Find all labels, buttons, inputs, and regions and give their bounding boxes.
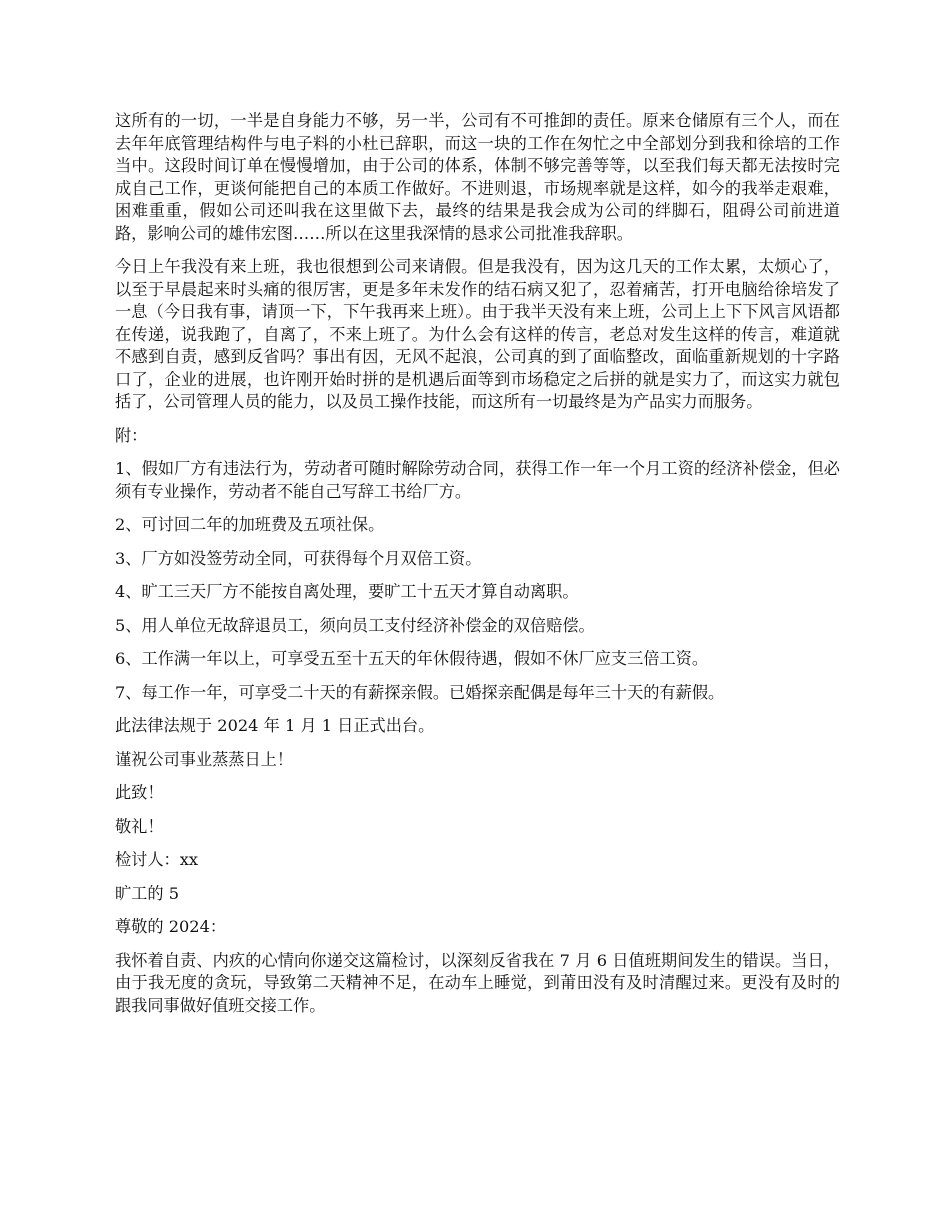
appendix-heading: 附： [115,425,148,445]
closing-regards: 敬礼！ [115,816,164,836]
appendix-item-2: 2、可讨回二年的加班费及五项社保。 [115,515,385,534]
closing-wish: 谨祝公司事业蒸蒸日上！ [115,749,294,769]
appendix-item-4: 4、旷工三天厂方不能按自离处理，要旷工十五天才算自动离职。 [115,582,579,601]
paragraph-resignation-reason: 这所有的一切，一半是自身能力不够，另一半，公司有不可推卸的责任。原来仓储原有三个人，而在去年年底管理结构件与电子料的小杜已辞职，而这一块的工作在匆忙之中全部划分到我和徐培的工作当中。这段时间订单在慢慢增加，由于公司的体系，体制不够完善等等，以至我们每天都无法按时完成自己工作，更谈何能把自己的本质工作做好。不进则退，市场规率就是这样，如今的我举走艰难，困难重重，假如公司还叫我在这里做下去，最终的结果是我会成为公司的绊脚石，阻碍公司前进道路，影响公司的雄伟宏图……所以在这里我深情的恳求公司批准我辞职。 [115,111,840,243]
appendix-item-1: 1、假如厂方有违法行为，劳动者可随时解除劳动合同，获得工作一年一个月工资的经济补偿金，但必须有专业操作，劳动者不能自己写辞工书给厂方。 [115,459,840,501]
section-title: 旷工的 5 [115,883,180,903]
closing-salutation: 此致！ [115,783,164,802]
appendix-item-6: 6、工作满一年以上，可享受五至十五天的年休假待遇，假如不休厂应支三倍工资。 [115,649,709,668]
author-signature: 检讨人：xx [115,850,199,869]
appendix-item-5: 5、用人单位无故辞退员工，须向员工支付经济补偿金的双倍赔偿。 [115,615,595,635]
appendix-item-3: 3、厂方如没签劳动全同，可获得每个月双倍工资。 [115,548,482,568]
document-body [115,110,840,1028]
letter-greeting: 尊敬的 2024： [115,917,227,936]
paragraph-absence-explanation: 今日上午我没有来上班，我也很想到公司来请假。但是我没有，因为这几天的工作太累，太烦心了，以至于早晨起来时头痛的很厉害，更是多年未发作的结石病又犯了，忍着痛苦，打开电脑给徐培发了一息（今日我有事，请顶一下，下午我再来上班）。由于我半天没有来上班，公司上上下下风言风语都在传递，说我跑了，自离了，不来上班了。为什么会有这样的传言，老总对发生这样的传言，难道就不感到自责，感到反省吗？事出有因，无风不起浪，公司真的到了面临整改，面临重新规划的十字路口了，企业的进展，也许刚开始时拼的是机遇后面等到市场稳定之后拼的就是实力了，而这实力就包括了，公司管理人员的能力，以及员工操作技能，而这所有一切最终是为产品实力而服务。 [115,257,840,411]
law-effective-date: 此法律法规于 2024 年 1 月 1 日正式出台。 [115,716,435,735]
paragraph-self-criticism: 我怀着自责、内疚的心情向你递交这篇检讨，以深刻反省我在 7 月 6 日值班期间发生的错误。当日，由于我无度的贪玩，导致第二天精神不足，在动车上睡觉，到莆田没有及时清醒过来。更没有及时的跟我同事做好值班交接工作。 [115,950,840,1015]
appendix-item-7: 7、每工作一年，可享受二十天的有薪探亲假。已婚探亲配偶是每年三十天的有薪假。 [115,682,725,702]
